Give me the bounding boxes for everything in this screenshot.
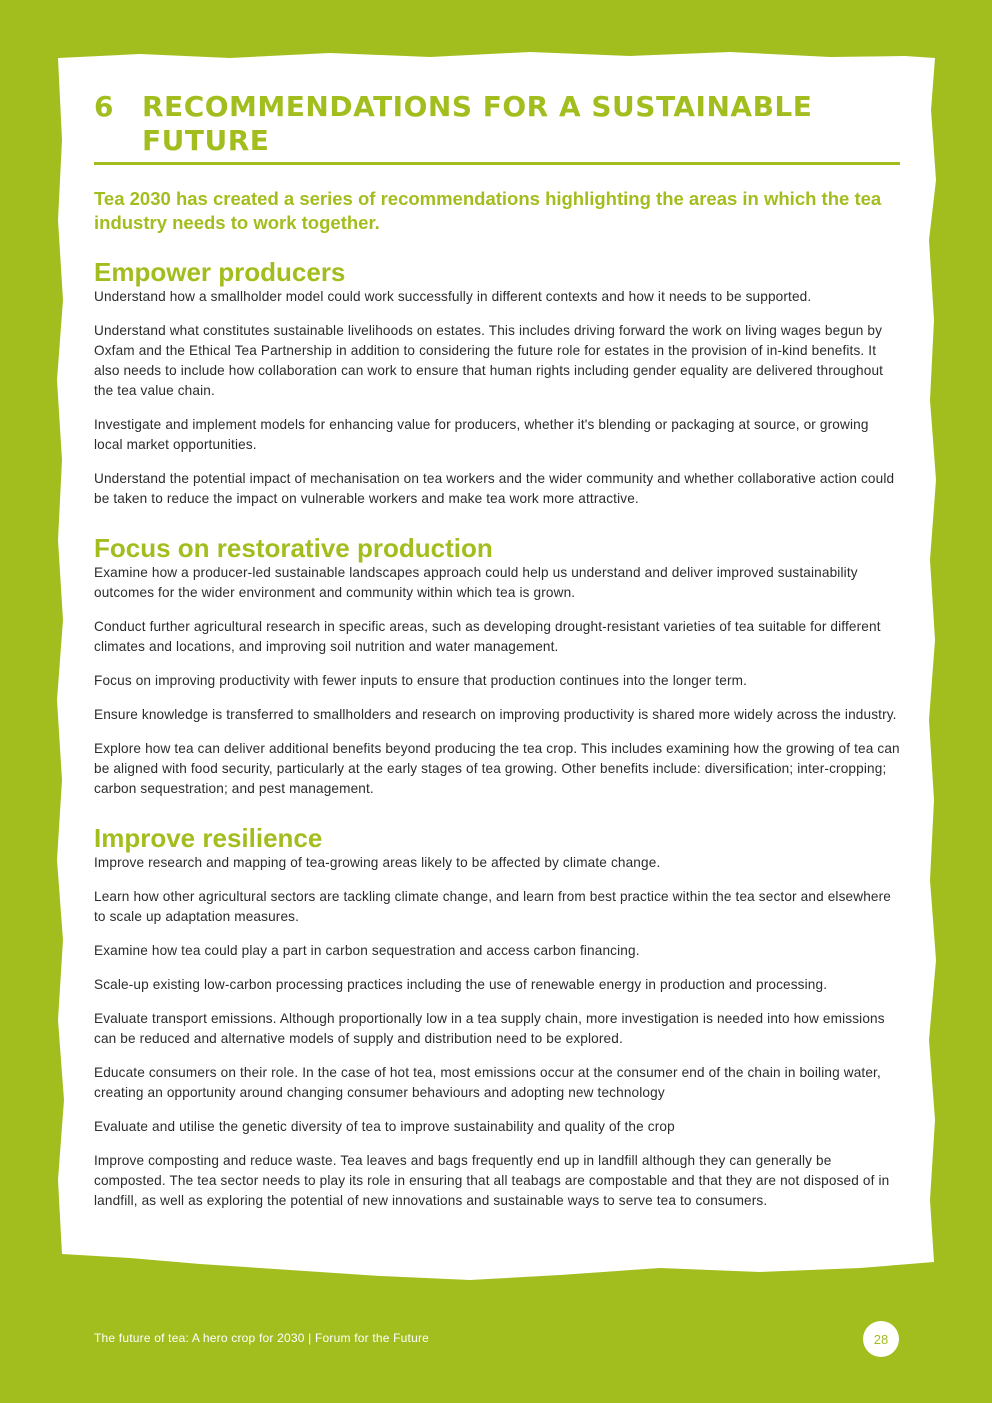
- paragraph: Conduct further agricultural research in specific areas, such as developing drought-resistant varieties of tea suitable for different climates and locations, and improving soil nutrition and water management.: [94, 619, 881, 654]
- intro-paragraph: Tea 2030 has created a series of recommendations highlighting the areas in which the tea industry needs to work together.: [94, 188, 882, 233]
- paragraph: Explore how tea can deliver additional benefits beyond producing the tea crop. This includes examining how the growing of tea can be aligned with food security, particularly at the early stages of tea growing. Other benefits include: diversification; inter-cropping; carbon sequestration; and pest management.: [94, 741, 900, 796]
- paragraph: Investigate and implement models for enhancing value for producers, whether it's blending or packaging at source, or growing local market opportunities.: [94, 417, 869, 452]
- paragraph: Examine how tea could play a part in carbon sequestration and access carbon financing.: [94, 943, 640, 958]
- paragraph: Educate consumers on their role. In the case of hot tea, most emissions occur at the consumer end of the chain in boiling water, creating an opportunity around changing consumer behaviours and adopting new technology: [94, 1065, 881, 1100]
- paragraph: Ensure knowledge is transferred to smallholders and research on improving productivity is shared more widely across the industry.: [94, 707, 897, 722]
- section-heading-empower-producers: Empower producers: [94, 257, 346, 287]
- paragraph: Understand how a smallholder model could work successfully in different contexts and how it needs to be supported.: [94, 289, 812, 304]
- paragraph: Focus on improving productivity with fewer inputs to ensure that production continues into the longer term.: [94, 673, 748, 688]
- paragraph: Scale-up existing low-carbon processing practices including the use of renewable energy in production and processing.: [94, 977, 828, 992]
- page-content: [94, 90, 900, 1211]
- paragraph: Improve composting and reduce waste. Tea leaves and bags frequently end up in landfill although they can generally be composted. The tea sector needs to play its role in ensuring that all teabags are compostable and that they are not disposed of in landfill, as well as exploring the potential of new innovations and sustainable ways to serve tea to consumers.: [94, 1153, 890, 1208]
- paragraph: Evaluate transport emissions. Although proportionally low in a tea supply chain, more investigation is needed into how emissions can be reduced and alternative models of supply and distribution need to be explored.: [94, 1011, 885, 1046]
- section-heading-restorative-production: Focus on restorative production: [94, 533, 493, 563]
- paragraph: Understand what constitutes sustainable livelihoods on estates. This includes driving forward the work on living wages begun by Oxfam and the Ethical Tea Partnership in addition to considering the future role for estates in the provision of in-kind benefits. It also needs to include how collaboration can work to ensure that human rights including gender equality are delivered throughout the tea value chain.: [94, 323, 884, 398]
- chapter-number: 6: [94, 90, 114, 123]
- paragraph: Understand the potential impact of mechanisation on tea workers and the wider community and whether collaborative action could be taken to reduce the impact on vulnerable workers and make tea work more attractive.: [94, 471, 895, 506]
- paragraph: Improve research and mapping of tea-growing areas likely to be affected by climate change.: [94, 855, 661, 870]
- paragraph: Learn how other agricultural sectors are tackling climate change, and learn from best practice within the tea sector and elsewhere to scale up adaptation measures.: [94, 889, 892, 924]
- footer-publication-title: The future of tea: A hero crop for 2030 | Forum for the Future: [94, 1331, 430, 1345]
- section-heading-improve-resilience: Improve resilience: [94, 823, 323, 853]
- chapter-heading: [94, 90, 900, 165]
- page-number-badge: 28: [863, 1321, 899, 1357]
- paragraph: Examine how a producer-led sustainable landscapes approach could help us understand and deliver improved sustainability outcomes for the wider environment and community within which tea is grown.: [94, 565, 858, 600]
- paragraph: Evaluate and utilise the genetic diversity of tea to improve sustainability and quality of the crop: [94, 1119, 675, 1134]
- chapter-title: RECOMMENDATIONS FOR A SUSTAINABLE FUTURE: [142, 90, 813, 157]
